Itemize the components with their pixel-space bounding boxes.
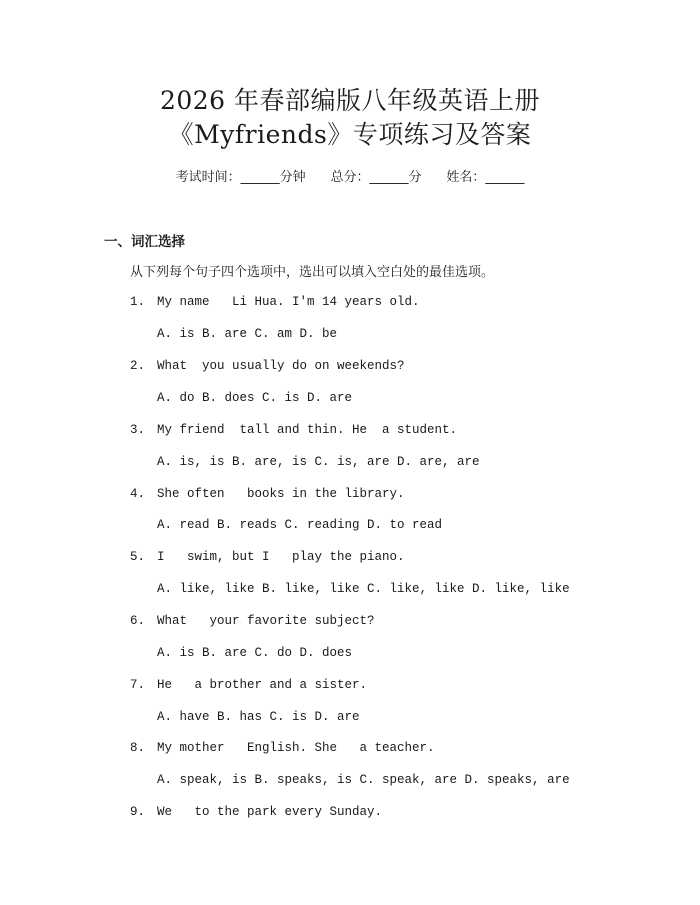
section-instruction: 从下列每个句子四个选项中，选出可以填入空白处的最佳选项。 bbox=[130, 265, 495, 280]
question-stem: My friend tall and thin. He a student. bbox=[157, 423, 458, 437]
question-stem: My mother English. She a teacher. bbox=[157, 741, 435, 755]
question-4-options: A. read B. reads C. reading D. to read bbox=[157, 518, 443, 532]
question-number: 6. bbox=[130, 614, 146, 628]
question-3-options: A. is, is B. are, is C. is, are D. are, are bbox=[157, 455, 480, 469]
question-8 bbox=[130, 739, 435, 757]
question-stem: She often books in the library. bbox=[157, 487, 405, 501]
question-number: 3. bbox=[130, 423, 146, 437]
section-heading: 一、词汇选择 bbox=[104, 234, 185, 250]
question-2-options: A. do B. does C. is D. are bbox=[157, 391, 353, 405]
name-blank: ______ bbox=[485, 170, 525, 185]
question-5-options: A. like, like B. like, like C. like, like D. like, like bbox=[157, 582, 570, 596]
question-stem: He a brother and a sister. bbox=[157, 678, 368, 692]
exam-info-line bbox=[0, 169, 700, 187]
title-line-1: 2026 年春部编版八年级英语上册 bbox=[159, 86, 541, 115]
question-2 bbox=[130, 357, 405, 375]
question-number: 7. bbox=[130, 678, 146, 692]
time-label: 考试时间： bbox=[175, 170, 241, 185]
question-number: 5. bbox=[130, 550, 146, 564]
question-stem: What your favorite subject? bbox=[157, 614, 375, 628]
question-stem: I swim, but I play the piano. bbox=[157, 550, 405, 564]
question-5 bbox=[130, 548, 405, 566]
question-number: 2. bbox=[130, 359, 146, 373]
score-blank: ______ bbox=[369, 170, 409, 185]
question-number: 4. bbox=[130, 487, 146, 501]
time-unit: 分钟 bbox=[279, 170, 306, 185]
question-6 bbox=[130, 612, 375, 630]
question-1-options: A. is B. are C. am D. be bbox=[157, 327, 338, 341]
question-8-options: A. speak, is B. speaks, is C. speak, are D. speaks, are bbox=[157, 773, 570, 787]
score-unit: 分 bbox=[408, 170, 422, 185]
question-stem: We to the park every Sunday. bbox=[157, 805, 383, 819]
question-number: 1. bbox=[130, 295, 146, 309]
name-label: 姓名： bbox=[446, 170, 486, 185]
question-stem: My name Li Hua. I'm 14 years old. bbox=[157, 295, 420, 309]
time-blank: ______ bbox=[240, 170, 280, 185]
question-stem: What you usually do on weekends? bbox=[157, 359, 405, 373]
question-1 bbox=[130, 293, 420, 311]
question-6-options: A. is B. are C. do D. does bbox=[157, 646, 353, 660]
question-9 bbox=[130, 803, 382, 821]
question-3 bbox=[130, 421, 457, 439]
score-label: 总分： bbox=[330, 170, 370, 185]
question-number: 8. bbox=[130, 741, 146, 755]
question-4 bbox=[130, 485, 405, 503]
question-7-options: A. have B. has C. is D. are bbox=[157, 710, 360, 724]
question-number: 9. bbox=[130, 805, 146, 819]
question-7 bbox=[130, 676, 367, 694]
title-line-2: 《Myfriends》专项练习及答案 bbox=[168, 120, 532, 149]
